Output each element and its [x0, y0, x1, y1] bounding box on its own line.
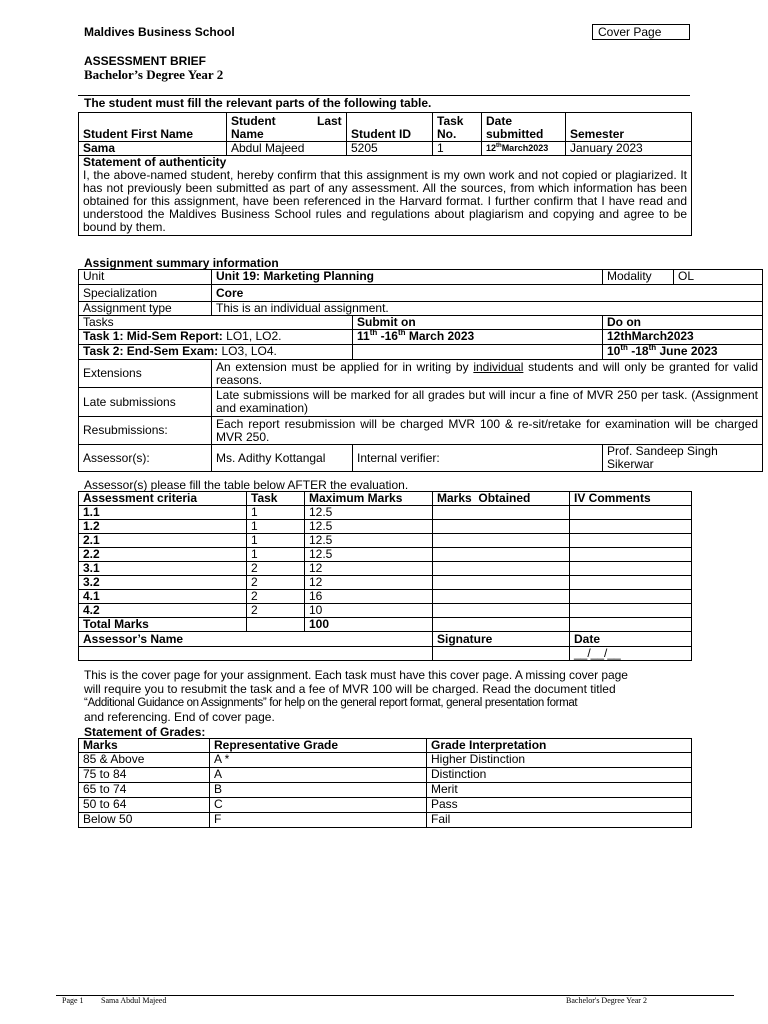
grade-letter-cell: B: [210, 783, 427, 798]
type-value: This is an individual assignment.: [212, 302, 763, 316]
max-marks-cell: 12.5: [305, 534, 433, 548]
date-sup: th: [496, 143, 502, 149]
assessor-name-field[interactable]: [79, 647, 433, 661]
grade-letter-cell: C: [210, 798, 427, 813]
footer-degree: Bachelor's Degree Year 2: [566, 996, 647, 1005]
max-marks-cell: 12.5: [305, 520, 433, 534]
marks-obtained-cell[interactable]: [433, 576, 570, 590]
criteria-header-iv: IV Comments: [570, 492, 692, 506]
max-marks-cell: 12.5: [305, 506, 433, 520]
task2-label: [79, 345, 353, 360]
last-name-value[interactable]: Abdul Majeed: [227, 142, 347, 156]
date-rest: March2023: [501, 143, 549, 153]
first-name-value[interactable]: Sama: [79, 142, 227, 156]
cover-note-line2: will require you to resubmit the task and a fee of MVR 100 will be charged. Read the document titled: [84, 682, 616, 696]
cover-note: [84, 668, 684, 724]
col-last-name: [227, 113, 347, 142]
total-label: Total Marks: [79, 618, 247, 632]
marks-obtained-cell[interactable]: [433, 520, 570, 534]
specialization-label: Specialization: [79, 285, 212, 302]
grade-marks-cell: 65 to 74: [79, 783, 210, 798]
semester-value[interactable]: January 2023: [566, 142, 692, 156]
cover-note-line3: “Additional Guidance on Assignments” for help on the general report format, general presentation format: [84, 697, 578, 709]
criteria-row: [79, 590, 692, 604]
verifier-label: Internal verifier:: [353, 445, 603, 472]
iv-comment-cell[interactable]: [570, 520, 692, 534]
task1-label: [79, 330, 353, 345]
grade-interpretation-cell: Pass: [427, 798, 692, 813]
late-label: Late submissions: [79, 388, 212, 417]
criteria-header-max: Maximum Marks: [305, 492, 433, 506]
criteria-header-task: Task: [247, 492, 305, 506]
grade-row: [79, 798, 692, 813]
extensions-label: Extensions: [79, 360, 212, 388]
task2-submit: [353, 345, 603, 360]
grade-marks-cell: Below 50: [79, 813, 210, 828]
max-marks-cell: 10: [305, 604, 433, 618]
criteria-row: [79, 548, 692, 562]
task-cell: 2: [247, 576, 305, 590]
verifier-value: Prof. Sandeep Singh Sikerwar: [603, 445, 763, 472]
marks-obtained-cell[interactable]: [433, 562, 570, 576]
iv-comment-cell[interactable]: [570, 562, 692, 576]
criterion-cell: 3.1: [79, 562, 247, 576]
col-date-line1: Date: [486, 114, 513, 128]
authenticity-cell: [79, 156, 692, 236]
unit-label: Unit: [79, 270, 212, 285]
task-no-value[interactable]: 1: [433, 142, 482, 156]
task-cell: 1: [247, 548, 305, 562]
signature-label: Signature: [433, 632, 570, 647]
criteria-row: [79, 576, 692, 590]
task2-do-b: -18: [627, 344, 649, 358]
assessor-value: Ms. Adithy Kottangal: [212, 445, 353, 472]
criterion-cell: 1.2: [79, 520, 247, 534]
assessor-name-label: Assessor’s Name: [79, 632, 433, 647]
grade-marks-cell: 75 to 84: [79, 768, 210, 783]
marks-obtained-cell[interactable]: [433, 604, 570, 618]
task-cell: 1: [247, 520, 305, 534]
tasks-label: Tasks: [79, 316, 353, 330]
col-date: [482, 113, 566, 142]
task1-sub-sup-b: th: [397, 329, 406, 337]
grades-header-interp: Grade Interpretation: [427, 739, 692, 753]
col-task-line2: No.: [437, 127, 457, 141]
modality-value: OL: [674, 270, 763, 285]
grade-marks-cell: 85 & Above: [79, 753, 210, 768]
criteria-row: [79, 520, 692, 534]
specialization-value: Core: [212, 285, 763, 302]
date-field[interactable]: __/__/__: [570, 647, 692, 661]
marks-obtained-cell[interactable]: [433, 506, 570, 520]
extensions-text: [212, 360, 763, 388]
task1-rest: LO1, LO2.: [222, 329, 282, 343]
max-marks-cell: 12: [305, 562, 433, 576]
criterion-cell: 1.1: [79, 506, 247, 520]
grade-letter-cell: F: [210, 813, 427, 828]
submit-on-label: Submit on: [353, 316, 603, 330]
task2-do-sup-b: th: [648, 344, 657, 352]
grades-header-marks: Marks: [79, 739, 210, 753]
degree-title: Bachelor’s Degree Year 2: [84, 67, 224, 82]
resub-text: Each report resubmission will be charged MVR 100 & re-sit/retake for examination will be charged MVR 250.: [212, 417, 763, 445]
grades-title: Statement of Grades:: [84, 725, 206, 739]
task1-bold: Task 1: Mid-Sem Report:: [83, 329, 223, 343]
authenticity-title: Statement of authenticity: [83, 155, 227, 169]
criteria-row: [79, 534, 692, 548]
late-text: Late submissions will be marked for all grades but will incur a fine of MVR 250 per task. (Assignment and examination): [212, 388, 763, 417]
grade-row: [79, 813, 692, 828]
col-student-id: Student ID: [347, 113, 433, 142]
iv-comment-cell[interactable]: [570, 548, 692, 562]
task1-submit: [353, 330, 603, 345]
task1-sub-c: March 2023: [405, 329, 475, 343]
col-task-line1: Task: [437, 114, 464, 128]
criterion-cell: 3.2: [79, 576, 247, 590]
school-name: Maldives Business School: [84, 25, 235, 39]
task-cell: 2: [247, 562, 305, 576]
extensions-a: An extension must be applied for in writing by: [216, 359, 474, 374]
student-table-instruction: The student must fill the relevant parts of the following table.: [84, 96, 432, 110]
iv-comment-cell[interactable]: [570, 604, 692, 618]
cover-page-label: Cover Page: [592, 24, 690, 40]
marks-obtained-cell[interactable]: [433, 548, 570, 562]
grade-letter-cell: A *: [210, 753, 427, 768]
criteria-table: [78, 491, 692, 661]
max-marks-cell: 12.5: [305, 548, 433, 562]
date-label: Date: [570, 632, 692, 647]
student-id-value[interactable]: 5205: [347, 142, 433, 156]
criterion-cell: 4.2: [79, 604, 247, 618]
criteria-header-criterion: Assessment criteria: [79, 492, 247, 506]
extensions-underlined: individual: [473, 359, 524, 374]
resub-label: Resubmissions:: [79, 417, 212, 445]
footer-author: Sama Abdul Majeed: [101, 996, 167, 1005]
col-last-name-line1: Student Last: [231, 114, 342, 128]
col-last-name-line2: Name: [231, 127, 264, 141]
col-task-no: [433, 113, 482, 142]
total-obtained-cell[interactable]: [433, 618, 570, 632]
task1-sub-sup-a: th: [369, 329, 378, 337]
iv-comment-cell[interactable]: [570, 576, 692, 590]
criterion-cell: 4.1: [79, 590, 247, 604]
grades-header-grade: Representative Grade: [210, 739, 427, 753]
task1-sub-b: -16: [377, 329, 398, 343]
student-table: [78, 112, 692, 236]
grade-row: [79, 783, 692, 798]
brief-title: ASSESSMENT BRIEF: [84, 54, 207, 68]
max-marks-cell: 12: [305, 576, 433, 590]
grade-interpretation-cell: Fail: [427, 813, 692, 828]
task1-do: 12thMarch2023: [603, 330, 763, 345]
max-marks-cell: 16: [305, 590, 433, 604]
criteria-instruction: Assessor(s) please fill the table below AFTER the evaluation.: [84, 478, 409, 492]
iv-comment-cell[interactable]: [570, 590, 692, 604]
unit-value: Unit 19: Marketing Planning: [212, 270, 603, 285]
grade-interpretation-cell: Higher Distinction: [427, 753, 692, 768]
cover-note-line1: This is the cover page for your assignment. Each task must have this cover page. A missing cover page: [84, 668, 628, 682]
cover-note-line4: and referencing. End of cover page.: [84, 710, 275, 724]
grade-marks-cell: 50 to 64: [79, 798, 210, 813]
date-submitted-value[interactable]: [482, 142, 566, 156]
criterion-cell: 2.1: [79, 534, 247, 548]
task-cell: 1: [247, 534, 305, 548]
criteria-row: [79, 604, 692, 618]
criterion-cell: 2.2: [79, 548, 247, 562]
assessor-label: Assessor(s):: [79, 445, 212, 472]
task2-rest: LO3, LO4.: [218, 344, 277, 358]
criteria-row: [79, 506, 692, 520]
task2-do: [603, 345, 763, 360]
task-cell: 2: [247, 590, 305, 604]
marks-obtained-cell[interactable]: [433, 534, 570, 548]
authenticity-text: I, the above-named student, hereby confirm that this assignment is my own work and not copied or plagiarized. It has not previously been submitted as part of any assessment. All the sources, from which information has been obtained for this assignment, have been referenced in the Harvard format. I further confirm that I have read and understood the Maldives Business School rules and regulations about plagiarism and copying and agree to be bound by them.: [83, 168, 687, 234]
task2-do-sup-a: th: [620, 344, 628, 352]
grade-row: [79, 753, 692, 768]
date-day: 12: [486, 143, 497, 153]
task1-sub-a: 11: [357, 329, 370, 343]
col-semester: Semester: [566, 113, 692, 142]
signature-field[interactable]: [433, 647, 570, 661]
task2-do-a: 10: [607, 344, 621, 358]
criteria-row: [79, 562, 692, 576]
grade-row: [79, 768, 692, 783]
summary-table: [78, 269, 763, 472]
footer-page: Page 1: [62, 996, 84, 1005]
task2-do-c: June 2023: [656, 344, 718, 358]
extensions-b: students and will only be granted for valid reasons.: [216, 359, 758, 387]
grades-table: [78, 738, 692, 828]
modality-label: Modality: [603, 270, 674, 285]
grade-interpretation-cell: Distinction: [427, 768, 692, 783]
total-iv-cell[interactable]: [570, 618, 692, 632]
col-date-line2: submitted: [486, 127, 544, 141]
type-label: Assignment type: [79, 302, 212, 316]
total-task-cell: [247, 618, 305, 632]
task-cell: 2: [247, 604, 305, 618]
task-cell: 1: [247, 506, 305, 520]
col-first-name: Student First Name: [79, 113, 227, 142]
task2-bold: Task 2: End-Sem Exam:: [83, 344, 219, 358]
marks-obtained-cell[interactable]: [433, 590, 570, 604]
do-on-label: Do on: [603, 316, 763, 330]
iv-comment-cell[interactable]: [570, 534, 692, 548]
grade-letter-cell: A: [210, 768, 427, 783]
grade-interpretation-cell: Merit: [427, 783, 692, 798]
summary-title: Assignment summary information: [84, 256, 279, 270]
total-value: 100: [305, 618, 433, 632]
iv-comment-cell[interactable]: [570, 506, 692, 520]
criteria-header-obtained: Marks Obtained: [433, 492, 570, 506]
